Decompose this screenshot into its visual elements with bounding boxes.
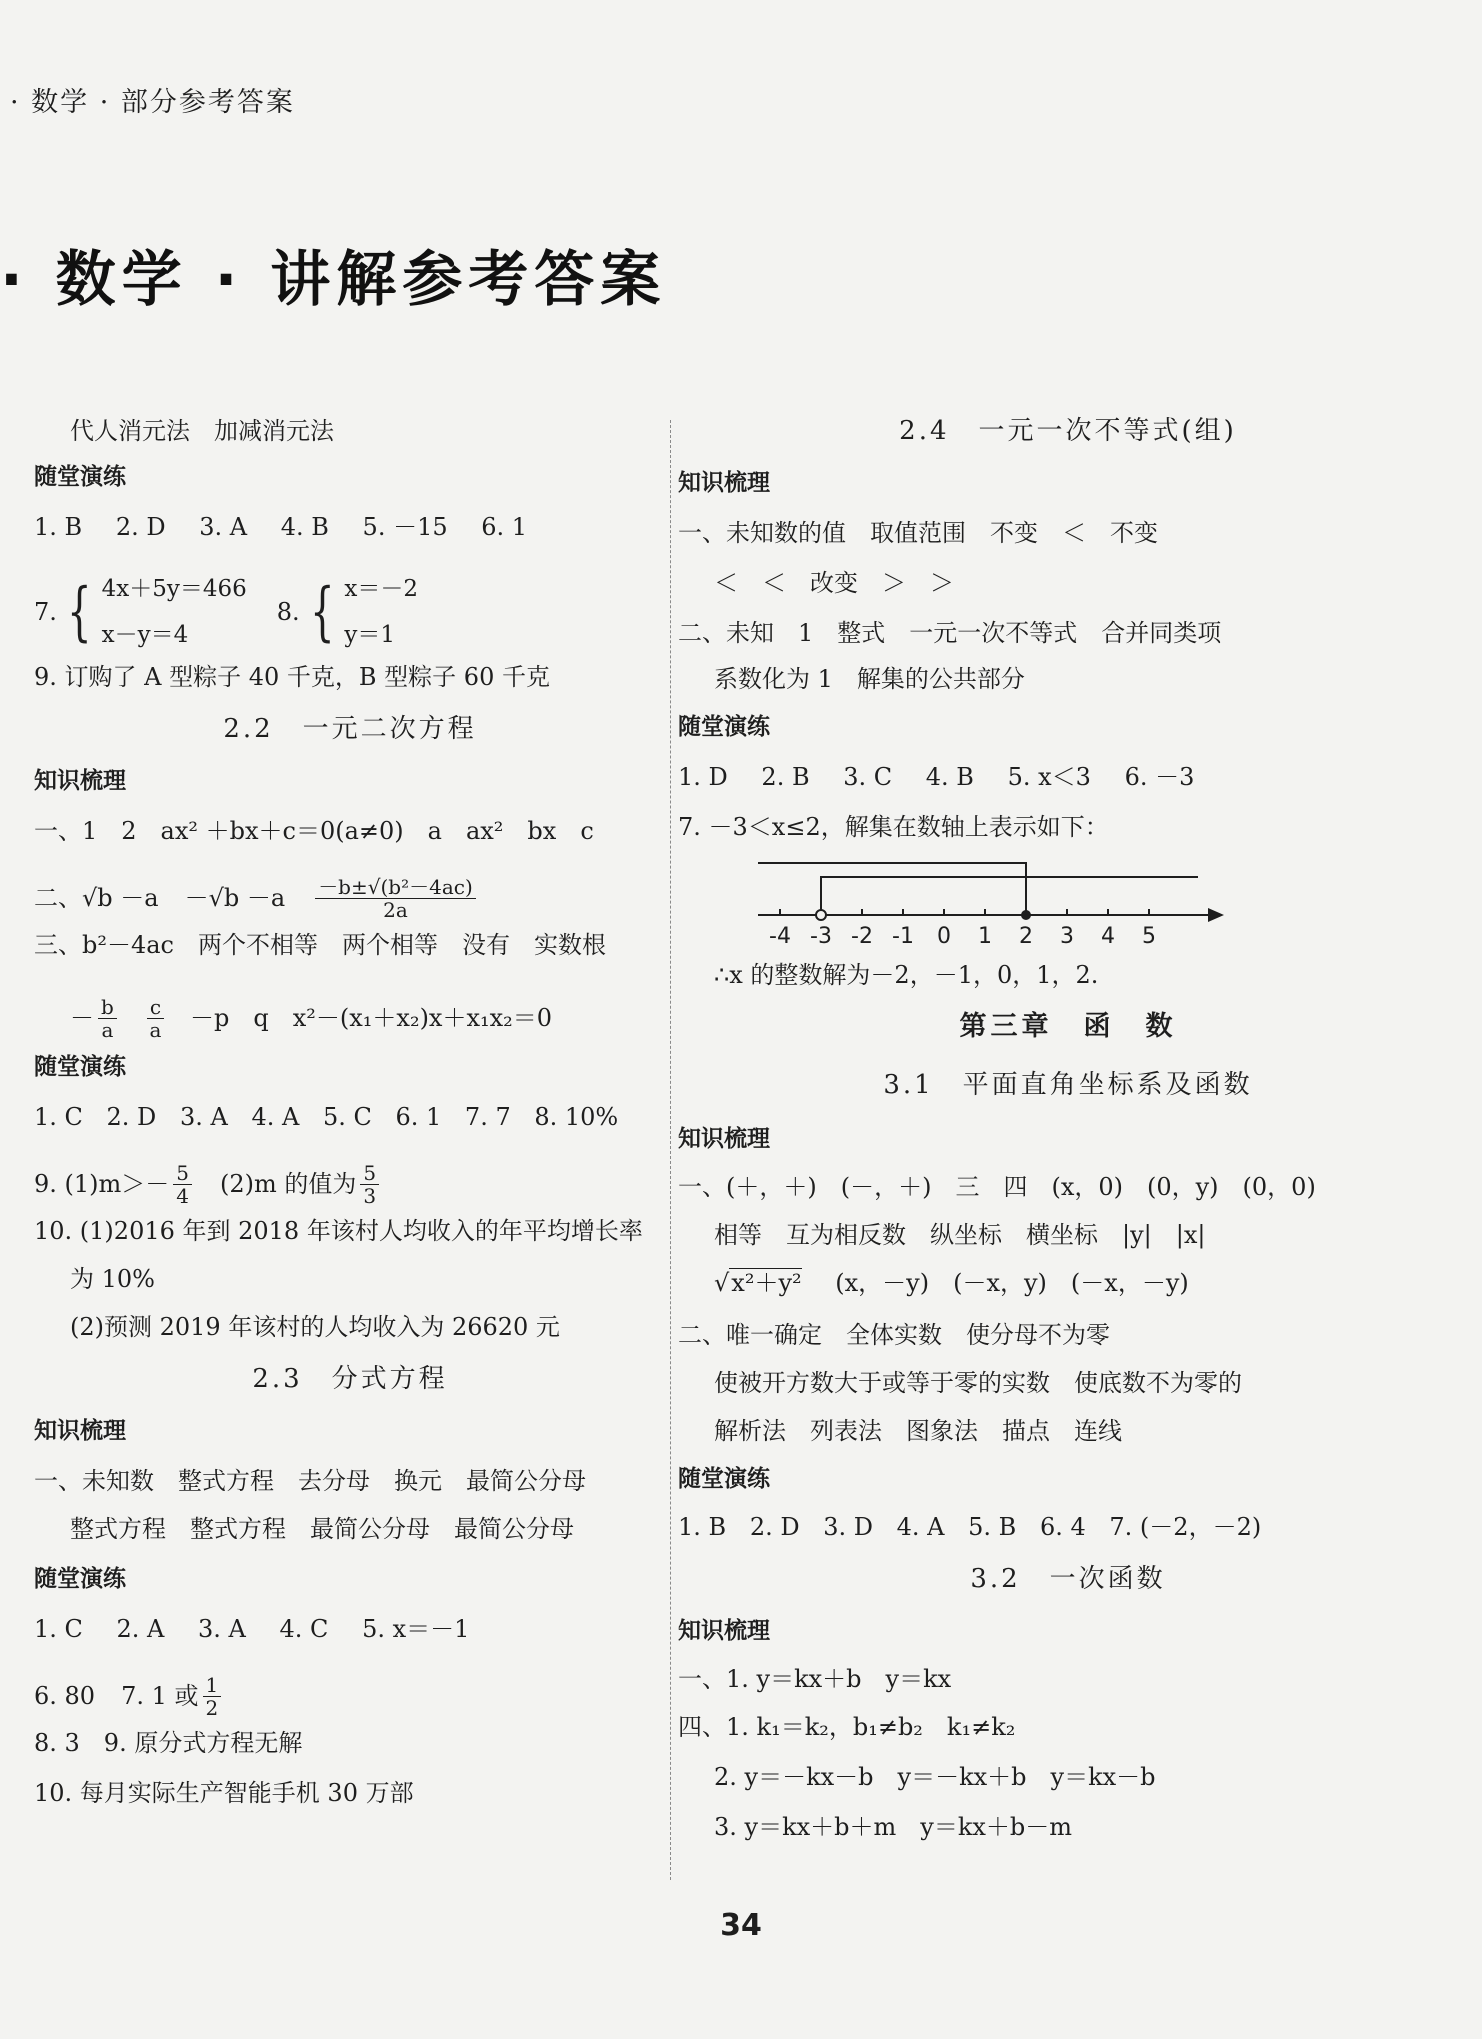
answer-row [678,761,1458,811]
answer: 3. A [179,1103,228,1131]
section-title: 2.4 一元一次不等式(组) [899,416,1237,446]
text-line: (2)预测 2019 年该村的人均收入为 26620 元 [70,1313,560,1341]
axis-label: 0 [937,924,951,949]
section-title: 3.2 一次函数 [970,1564,1166,1594]
numerator: c [147,996,164,1019]
answer: 2. D [106,1103,157,1131]
axis-label: 3 [1060,924,1074,949]
axis-label: 4 [1101,924,1115,949]
formula-row [34,1153,666,1215]
numerator: 5 [173,1162,192,1185]
text-line: ∴x 的整数解为－2，－1，0，1，2. [714,961,1099,989]
text: (x，－y) (－x，y) (－x，－y) [835,1269,1189,1297]
answer-row [34,1613,666,1665]
answer: 3. A [198,1615,246,1643]
text-line: 使被开方数大于或等于零的实数 使底数不为零的 [714,1369,1242,1397]
text: －√b －a [184,884,286,912]
formula-row: － $\frac{b}{a}$ $\frac{c}{a}$ －p q x²－(x₁＋x₂)x＋x₁x₂＝0 [70,994,553,1042]
answer: 5. B [968,1513,1017,1541]
answer: 3. C [843,763,893,791]
answer: 5. C [322,1103,372,1131]
answer: 7. 7 [464,1103,511,1131]
axis-label: -3 [810,924,832,949]
answer: 4. B [280,513,329,541]
fraction [360,1162,379,1207]
text-line: 一、(＋，＋) (－，＋) 三 四 (x，0) (0，y) (0，0) [678,1173,1316,1201]
practice-heading: 随堂演练 [678,1466,770,1492]
formula-row [34,867,666,929]
text: 9. (1)m＞－ [34,1170,170,1198]
section-title: 2.2 一元二次方程 [223,714,477,744]
left-column [34,415,666,1827]
answer: 8. 10% [534,1103,619,1131]
knowledge-heading: 知识梳理 [34,768,126,794]
answer: 5. x＜3 [1007,763,1091,791]
fraction [98,996,117,1041]
text-line: 整式方程 整式方程 最简公分母 最简公分母 [70,1515,574,1543]
text: 二、 [34,884,82,912]
axis-label: 1 [978,924,992,949]
axis-label: 5 [1142,924,1156,949]
answer: 2. A [116,1615,165,1643]
text-line: 8. 3 9. 原分式方程无解 [34,1729,303,1757]
answer: 3. A [199,513,248,541]
chapter-title: 第三章 函 数 [959,1011,1177,1042]
text: (2)m 的值为 [220,1170,357,1198]
quadratic-formula [315,876,476,921]
text-line: 系数化为 1 解集的公共部分 [714,665,1025,693]
banner-title: · 数学 · 讲解参考答案 [0,245,667,315]
axis-label: -4 [769,924,791,949]
fraction [147,996,164,1041]
system-row: x＝－2 [344,576,418,602]
formula-row: √x²＋y² (x，－y) (－x，y) (－x，－y) [714,1269,1189,1297]
numerator: －b±√(b²－4ac) [315,876,476,899]
denominator: 2 [205,1695,219,1720]
answer: 2. D [749,1513,800,1541]
right-column [678,415,1458,1861]
text-line: 10. 每月实际生产智能手机 30 万部 [34,1779,414,1807]
text-line: 为 10% [70,1265,155,1293]
knowledge-heading: 知识梳理 [678,1126,770,1152]
answer: 2. B [761,763,810,791]
text-line: ＜ ＜ 改变 ＞ ＞ [714,569,954,597]
answer: 5. －15 [362,513,448,541]
answer: 6. －3 [1124,763,1195,791]
answer: 4. C [279,1615,329,1643]
answer: 7. (－2，－2) [1109,1513,1262,1541]
answer: 5. x＝－1 [362,1615,470,1643]
system-row: x－y＝4 [101,622,189,648]
equation-system: { 4x＋5y＝466 x－y＝4 [57,566,247,658]
answer-row [678,1511,1458,1563]
text: √b －a [82,884,159,912]
practice-heading: 随堂演练 [34,1054,126,1080]
solution-bracket-greater [821,877,1198,915]
text: －p q x²－(x₁＋x₂)x＋x₁x₂＝0 [190,1004,553,1032]
text-line: 9. 订购了 A 型粽子 40 千克，B 型粽子 60 千克 [34,663,550,691]
page-number: 34 [720,1908,762,1943]
radicand: x²＋y² [731,1269,802,1297]
denominator: 2a [383,897,408,922]
knowledge-heading: 知识梳理 [678,470,770,496]
solution-bracket-less-equal [758,863,1026,915]
answer: 4. B [925,763,974,791]
denominator: a [149,1017,162,1042]
text-line: 2. y＝－kx－b y＝－kx＋b y＝kx－b [714,1763,1156,1791]
text-line: 一、未知数的值 取值范围 不变 ＜ 不变 [678,519,1158,547]
answer: 1. D [678,763,728,791]
knowledge-heading: 知识梳理 [34,1418,126,1444]
knowledge-heading: 知识梳理 [678,1618,770,1644]
axis-arrow [1208,908,1224,922]
q7-label: 7. [34,598,57,626]
numerator: 5 [360,1162,379,1185]
section-title: 3.1 平面直角坐标系及函数 [883,1070,1253,1100]
text-line: 四、1. k₁＝k₂，b₁≠b₂ k₁≠k₂ [678,1713,1016,1741]
text-line: 一、1 2 ax² ＋bx＋c＝0(a≠0) a ax² bx c [34,817,594,845]
answer: 6. 80 [34,1682,96,1710]
text-line: 代人消元法 加减消元法 [70,417,334,445]
open-point [816,910,826,920]
column-divider [670,420,671,1880]
running-header: · 数学 · 部分参考答案 [10,87,295,118]
practice-heading: 随堂演练 [34,464,126,490]
answer-row [34,511,666,563]
practice-heading: 随堂演练 [678,714,770,740]
formula-row [34,1665,666,1727]
system-row: 4x＋5y＝466 [101,576,247,602]
text-line: 7. －3＜x≤2，解集在数轴上表示如下： [678,813,1109,841]
denominator: 3 [363,1183,377,1208]
practice-heading: 随堂演练 [34,1566,126,1592]
answer: 1. B [678,1513,727,1541]
text-line: 3. y＝kx＋b＋m y＝kx＋b－m [714,1813,1073,1841]
text-line: 二、唯一确定 全体实数 使分母不为零 [678,1321,1110,1349]
axis-label: -2 [851,924,873,949]
answer: 4. A [896,1513,945,1541]
closed-point [1021,910,1031,920]
text-line: 三、b²－4ac 两个不相等 两个相等 没有 实数根 [34,931,607,959]
answer: 1. C [34,1615,83,1643]
answer: 4. A [251,1103,300,1131]
answer: 6. 4 [1039,1513,1086,1541]
numerator: 1 [203,1674,222,1697]
section-title: 2.3 分式方程 [252,1364,448,1394]
answer-row [34,1101,666,1153]
text-line: 一、1. y＝kx＋b y＝kx [678,1665,952,1693]
denominator: a [101,1017,114,1042]
text-line: 解析法 列表法 图象法 描点 连线 [714,1417,1122,1445]
system-row: y＝1 [344,622,396,648]
fraction [173,1162,192,1207]
equation-systems [34,563,666,661]
number-line-figure [758,859,1228,949]
answer: 7. 1 或 [121,1682,199,1710]
answer: 1. C [34,1103,83,1131]
text-line: 一、未知数 整式方程 去分母 换元 最简公分母 [34,1467,586,1495]
text-line: 二、未知 1 整式 一元一次不等式 合并同类项 [678,619,1222,647]
axis-label: 2 [1019,924,1033,949]
answer: 2. D [115,513,166,541]
equation-system: { x＝－2 y＝1 [300,566,418,658]
q8-label: 8. [276,598,300,626]
axis-label: -1 [892,924,914,949]
text-line: 相等 互为相反数 纵坐标 横坐标 |y| |x| [714,1221,1206,1249]
text-line: 10. (1)2016 年到 2018 年该村人均收入的年平均增长率 [34,1217,643,1245]
answer: 1. B [34,513,83,541]
numerator: b [98,996,117,1019]
answer: 6. 1 [481,513,528,541]
denominator: 4 [176,1183,190,1208]
answer: 6. 1 [395,1103,442,1131]
answer: 3. D [823,1513,874,1541]
fraction [203,1674,222,1719]
